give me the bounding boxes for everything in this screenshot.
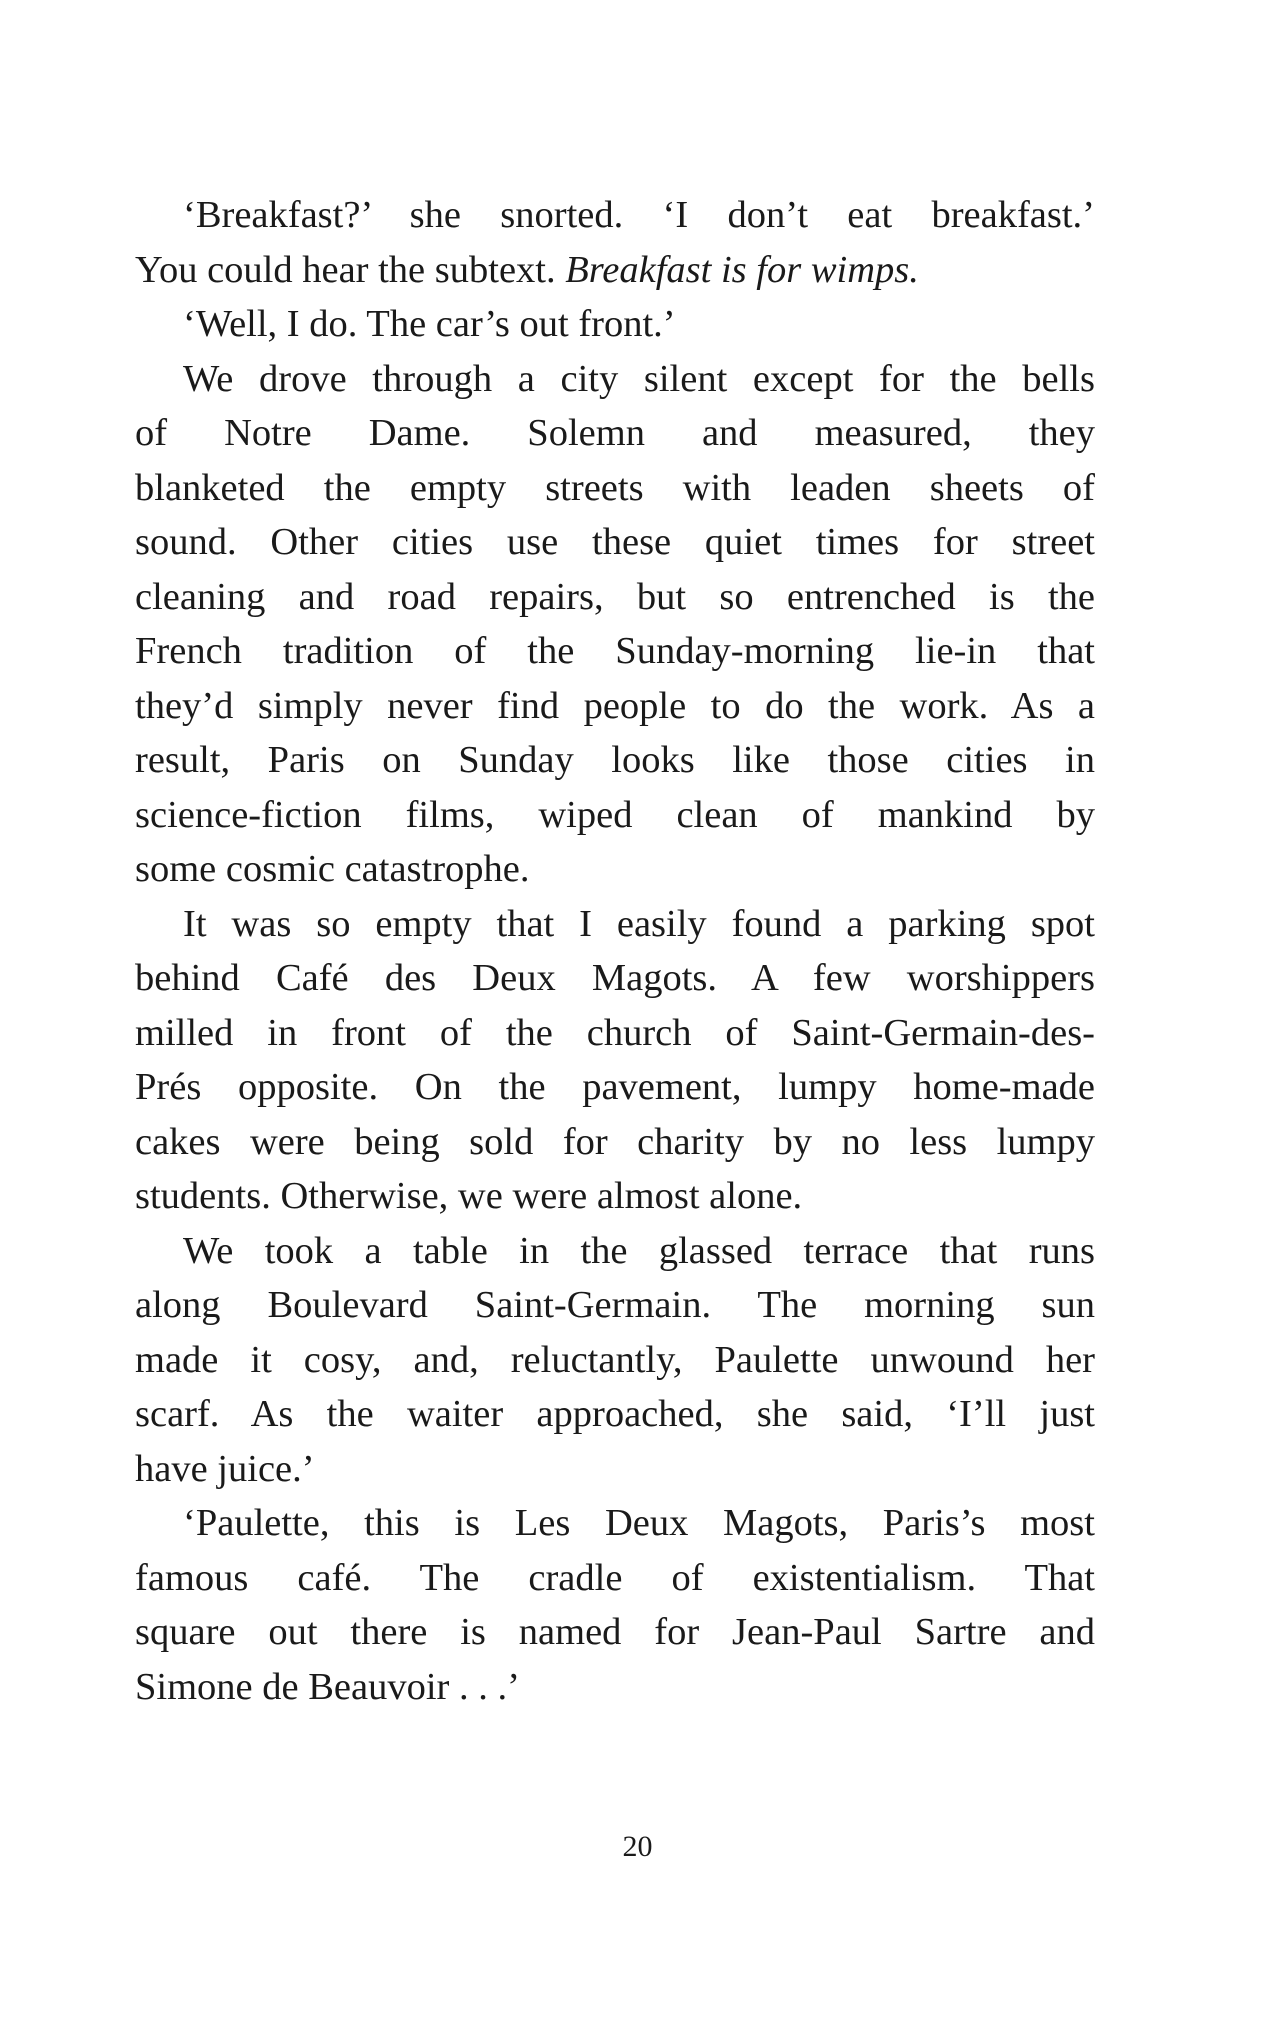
text-run: You could hear the subtext. bbox=[135, 248, 566, 291]
text-line: French tradition of the Sunday-morning lie-in that bbox=[135, 630, 1095, 672]
text-line: behind Café des Deux Magots. A few worshippers bbox=[135, 957, 1095, 999]
paragraph-car bbox=[135, 297, 1095, 352]
text-line: ‘Breakfast?’ she snorted. ‘I don’t eat breakfast.’ bbox=[183, 194, 1095, 236]
text-line: Prés opposite. On the pavement, lumpy home-made bbox=[135, 1066, 1095, 1108]
text-line: cleaning and road repairs, but so entrenched is the bbox=[135, 575, 1095, 618]
text-line: scarf. As the waiter approached, she said, ‘I’ll just bbox=[135, 1393, 1095, 1435]
paragraph-drive bbox=[135, 352, 1095, 897]
text-line: It was so empty that I easily found a parking spot bbox=[183, 902, 1095, 945]
text-line: along Boulevard Saint-Germain. The morning sun bbox=[135, 1284, 1095, 1326]
book-page-body bbox=[135, 188, 1095, 1714]
italic-text: Breakfast is for wimps. bbox=[565, 248, 919, 291]
paragraph-breakfast bbox=[135, 188, 1095, 297]
text-line: have juice.’ bbox=[135, 1447, 315, 1490]
text-line: sound. Other cities use these quiet times for street bbox=[135, 521, 1095, 563]
paragraph-terrace bbox=[135, 1224, 1095, 1497]
text-line: cakes were being sold for charity by no less lumpy bbox=[135, 1120, 1095, 1163]
text-line: blanketed the empty streets with leaden sheets of bbox=[135, 466, 1095, 509]
text-line: famous café. The cradle of existentialism. That bbox=[135, 1556, 1095, 1599]
text-line: some cosmic catastrophe. bbox=[135, 848, 530, 890]
text-line: made it cosy, and, reluctantly, Paulette unwound her bbox=[135, 1338, 1095, 1381]
text-line: ‘Paulette, this is Les Deux Magots, Paris’s most bbox=[183, 1502, 1095, 1544]
text-line: We took a table in the glassed terrace that runs bbox=[183, 1229, 1095, 1272]
text-line bbox=[135, 243, 1095, 298]
text-line: science-fiction films, wiped clean of mankind by bbox=[135, 793, 1095, 836]
text-line: of Notre Dame. Solemn and measured, they bbox=[135, 412, 1095, 454]
text-line: they’d simply never find people to do the work. As a bbox=[135, 684, 1095, 727]
page-number: 20 bbox=[622, 1830, 653, 1863]
text-line: students. Otherwise, we were almost alone. bbox=[135, 1175, 803, 1217]
paragraph-parking bbox=[135, 897, 1095, 1224]
text-line: Simone de Beauvoir . . .’ bbox=[135, 1665, 520, 1708]
text-line: ‘Well, I do. The car’s out front.’ bbox=[183, 303, 676, 345]
text-line: result, Paris on Sunday looks like those cities in bbox=[135, 739, 1095, 781]
paragraph-deux-magots bbox=[135, 1496, 1095, 1714]
text-line: milled in front of the church of Saint-Germain-des- bbox=[135, 1011, 1095, 1054]
text-line: square out there is named for Jean-Paul Sartre and bbox=[135, 1611, 1095, 1653]
text-line: We drove through a city silent except for the bells bbox=[183, 357, 1095, 400]
